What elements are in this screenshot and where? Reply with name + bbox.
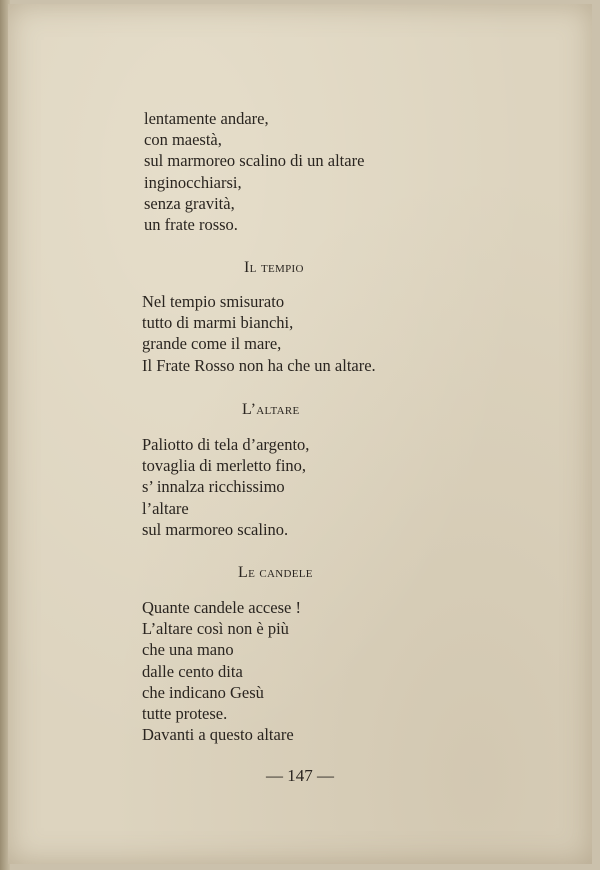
poem-line: s’ innalza ricchissimo xyxy=(142,477,285,497)
poem-line: Quante candele accese ! xyxy=(142,598,301,617)
poem-line: sul marmoreo scalino. xyxy=(142,519,289,539)
poem-line: un frate rosso. xyxy=(144,215,238,235)
poem-line: grande come il mare, xyxy=(142,334,282,354)
section-heading-il-tempio: Il tempio xyxy=(244,259,304,276)
poem-line: lentamente andare, xyxy=(144,109,269,128)
poem-line: L’altare così non è più xyxy=(142,619,289,639)
stanza-le-candele xyxy=(142,597,301,745)
poem-line: che una mano xyxy=(142,640,234,660)
poem-line: sul marmoreo scalino di un altare xyxy=(144,151,365,171)
poem-line: Davanti a questo altare xyxy=(142,725,294,745)
section-heading-le-candele: Le candele xyxy=(238,564,313,581)
poem-line: tutto di marmi bianchi, xyxy=(142,313,294,333)
stanza-laltare xyxy=(142,434,309,540)
poem-line: che indicano Gesù xyxy=(142,682,264,702)
stanza-il-tempio xyxy=(142,291,376,376)
poem-line: tutte protese. xyxy=(142,704,228,724)
book-page xyxy=(8,4,592,864)
poem-line: dalle cento dita xyxy=(142,661,243,681)
poem-line: Nel tempio smisurato xyxy=(142,292,285,311)
poem-line: senza gravità, xyxy=(144,193,235,213)
poem-line: Il Frate Rosso non ha che un altare. xyxy=(142,355,376,375)
poem-line: tovaglia di merletto fino, xyxy=(142,456,307,476)
poem-line: l’altare xyxy=(142,498,189,518)
page-number: — 147 — xyxy=(266,766,334,785)
stanza-opening xyxy=(144,108,364,235)
poem-line: Paliotto di tela d’argento, xyxy=(142,435,310,454)
poem-line: inginocchiarsi, xyxy=(144,172,242,192)
poem-line: con maestà, xyxy=(144,130,222,150)
section-heading-laltare: L’altare xyxy=(242,401,300,418)
